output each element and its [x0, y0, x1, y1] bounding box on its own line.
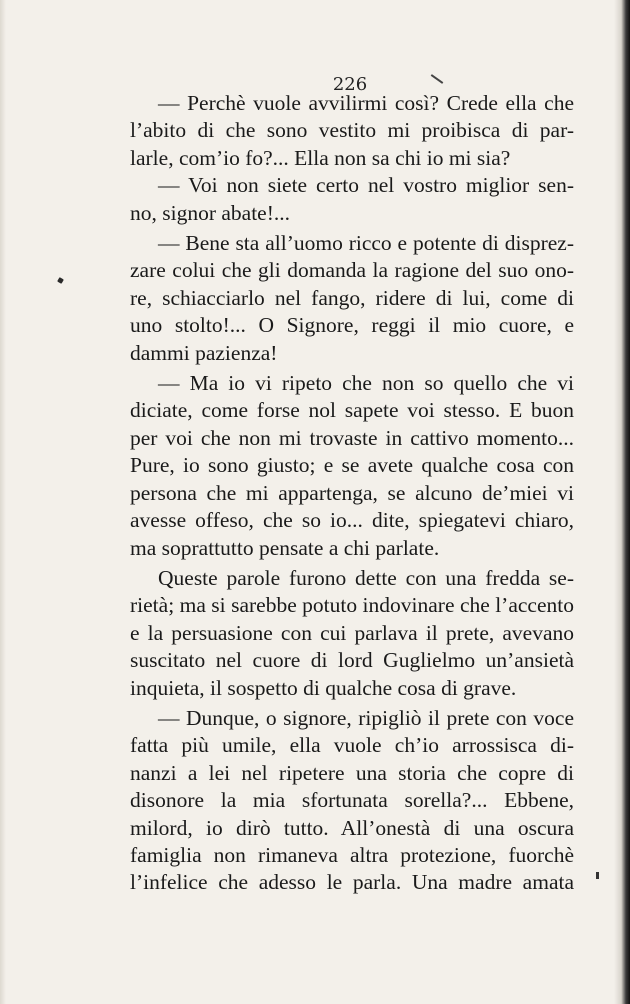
text-line: — Dunque, o signore, ripigliò il prete con voce	[158, 705, 574, 730]
text-line: nanzi a lei nel ripetere una storia che copre di	[130, 760, 574, 785]
text-line: l’infelice che adesso le parla. Una madre amata	[130, 870, 574, 895]
text-line: — Voi non siete certo nel vostro miglior sen-	[158, 173, 574, 198]
text-line: Pure, io sono giusto; e se avete qualche cosa con	[130, 453, 574, 478]
page-edge-shadow	[614, 0, 630, 1004]
text-line: no, signor abate!...	[130, 200, 291, 225]
page-number: 226	[332, 74, 368, 95]
text-line: milord, io dirò tutto. All’onestà di una oscura	[130, 815, 574, 840]
text-line: l’abito di che sono vestito mi proibisca di par-	[130, 118, 574, 143]
text-line: — Perchè vuole avvilirmi così? Crede ella che	[158, 91, 574, 115]
page-gutter-shadow	[0, 0, 6, 1004]
text-line: larle, com’io fo?... Ella non sa chi io mi sia?	[130, 145, 511, 170]
text-line: ma soprattutto pensate a chi parlate.	[130, 535, 440, 560]
text-line: rietà; ma si sarebbe potuto indovinare che l’accento	[130, 593, 574, 618]
text-line: dammi pazienza!	[130, 340, 278, 365]
text-line: suscitato nel cuore di lord Guglielmo un’ansietà	[130, 648, 574, 673]
text-line: — Ma io vi ripeto che non so quello che vi	[158, 371, 574, 396]
text-line: avesse offeso, che so io... dite, spiegatevi chiaro,	[130, 508, 574, 533]
text-line: diciate, come forse nol sapete voi stesso. E buon	[130, 398, 574, 423]
text-line: persona che mi appartenga, se alcuno de’miei vi	[130, 480, 574, 505]
text-line: Queste parole furono dette con una fredda se-	[158, 565, 574, 590]
text-line: fatta più umile, ella vuole ch’io arrossisca di-	[130, 733, 574, 758]
text-line: e la persuasione con cui parlava il prete, avevano	[130, 620, 574, 645]
text-line: — Bene sta all’uomo ricco e potente di disprez-	[158, 231, 574, 256]
ink-speck	[57, 277, 64, 284]
text-line: uno stolto!... O Signore, reggi il mio cuore, e	[130, 313, 574, 338]
text-line: re, schiacciarlo nel fango, ridere di lui, come di	[130, 285, 574, 310]
text-line: famiglia non rimaneva altra protezione, fuorchè	[130, 842, 574, 867]
text-line: zare colui che gli domanda la ragione del suo ono-	[130, 258, 574, 283]
text-line: disonore la mia sfortunata sorella?... Ebbene,	[130, 788, 574, 813]
text-line: per voi che non mi trovaste in cattivo momento...	[130, 425, 574, 450]
body-text	[130, 90, 574, 897]
ink-speck	[596, 872, 599, 879]
text-line: inquieta, il sospetto di qualche cosa di grave.	[130, 675, 517, 700]
